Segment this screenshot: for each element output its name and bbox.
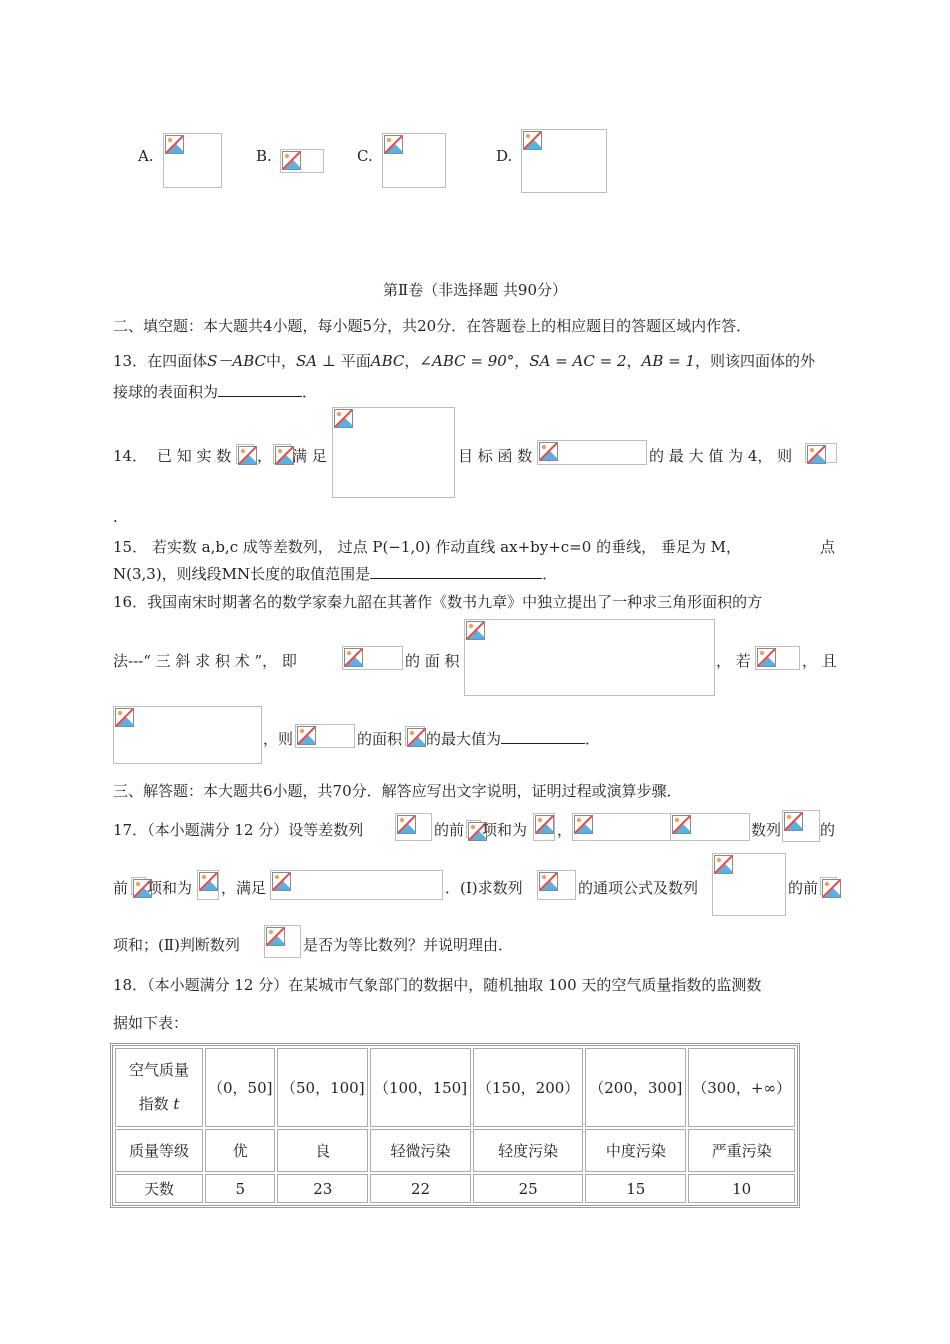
question-17-text-m: 项和；(Ⅱ)判断数列 xyxy=(113,936,240,954)
broken-image-icon xyxy=(757,648,776,667)
question-16-text-g: 的最大值为 ． xyxy=(426,730,601,748)
question-16-line1: 16．我国南宋时期著名的数学家秦九韶在其著作《数书九章》中独立提出了一种求三角形面积的方 xyxy=(113,593,763,611)
table-cell: 5 xyxy=(205,1174,275,1203)
option-b-label: B. xyxy=(256,147,272,165)
question-17-text-l: 的前 xyxy=(788,879,819,897)
question-17-text-c: 项和为 xyxy=(482,821,528,839)
formula-image xyxy=(270,870,443,900)
section-3-intro: 三、解答题：本大题共6小题，共70分．解答应写出文字说明，证明过程或演算步骤． xyxy=(113,782,682,800)
formula-image xyxy=(131,877,146,895)
question-16-text-e: ，则 xyxy=(263,730,294,748)
question-17-text-e: 数列 xyxy=(751,821,782,839)
broken-image-icon xyxy=(523,131,542,150)
broken-image-icon xyxy=(539,442,558,461)
broken-image-icon xyxy=(822,879,841,898)
question-14-text-d: 的 最 大 值 为 4， 则 xyxy=(649,447,793,465)
constraint-system-image xyxy=(332,407,455,498)
question-17-text-d: ， xyxy=(557,821,573,839)
broken-image-icon xyxy=(407,728,426,747)
broken-image-icon xyxy=(574,815,593,834)
question-14-text-c: 目 标 函 数 xyxy=(458,447,533,465)
question-17-text-b: 的前 xyxy=(434,821,465,839)
formula-image xyxy=(755,646,800,670)
question-17-text-i: ，满足 xyxy=(221,879,267,897)
question-16-text-c: ， 若 xyxy=(716,652,751,670)
broken-image-icon xyxy=(714,855,733,874)
fill-in-intro: 二、填空题：本大题共4小题，每小题5分，共20分．在答题卷上的相应题目的答题区域内作答． xyxy=(113,317,752,335)
question-13-line2: 接球的表面积为 ． xyxy=(113,383,318,401)
question-17-text-a: 17．（本小题满分 12 分）设等差数列 xyxy=(113,821,364,839)
broken-image-icon xyxy=(344,648,363,667)
table-cell: 轻微污染 xyxy=(370,1129,471,1172)
table-header-cell: 空气质量 指数 t xyxy=(115,1048,203,1127)
formula-image xyxy=(712,853,786,916)
question-16-text-d: ， 且 xyxy=(802,652,837,670)
question-16-text-b: 的 面 积 xyxy=(405,652,460,670)
table-cell: 15 xyxy=(585,1174,686,1203)
question-17-text-k: 的通项公式及数列 xyxy=(578,879,699,897)
option-a-label: A. xyxy=(138,147,154,165)
formula-image xyxy=(572,813,672,841)
table-cell: （100，150] xyxy=(370,1048,471,1127)
table-cell: 严重污染 xyxy=(688,1129,795,1172)
question-17-text-f: 的 xyxy=(820,821,836,839)
table-row xyxy=(115,1129,795,1172)
formula-image xyxy=(342,646,403,670)
broken-image-icon xyxy=(807,445,826,464)
formula-image xyxy=(670,813,750,841)
broken-image-icon xyxy=(397,815,416,834)
broken-image-icon xyxy=(238,446,257,465)
question-18-line2: 据如下表： xyxy=(113,1014,189,1032)
question-14-end: . xyxy=(113,508,118,526)
answer-blank[interactable] xyxy=(501,743,585,744)
formula-image xyxy=(197,870,219,900)
table-cell: （50，100] xyxy=(277,1048,368,1127)
broken-image-icon xyxy=(672,815,691,834)
table-cell: 23 xyxy=(277,1174,368,1203)
table-cell: 中度污染 xyxy=(585,1129,686,1172)
formula-image xyxy=(405,726,425,746)
table-cell: （300，+∞） xyxy=(688,1048,795,1127)
question-14-text-a: 已 知 实 数 xyxy=(157,447,232,465)
table-cell: 良 xyxy=(277,1129,368,1172)
formula-image xyxy=(537,870,576,900)
question-15-line1-tail: 点 xyxy=(820,538,836,556)
option-d-label: D. xyxy=(496,147,513,165)
question-14-text-b: 满 足 xyxy=(292,447,327,465)
question-14-comma: ， xyxy=(257,447,273,465)
table-header-cell: 质量等级 xyxy=(115,1129,203,1172)
option-c-image xyxy=(382,133,446,188)
formula-image xyxy=(805,443,837,463)
option-d-image xyxy=(521,129,607,193)
formula-image xyxy=(533,813,555,841)
table-header-cell: 天数 xyxy=(115,1174,203,1203)
broken-image-icon xyxy=(199,872,218,891)
formula-image xyxy=(820,877,837,895)
section-2-title: 第Ⅱ卷（非选择题 共90分） xyxy=(382,281,568,299)
formula-image xyxy=(466,820,481,838)
area-formula-image xyxy=(464,619,715,696)
formula-image xyxy=(395,813,432,841)
broken-image-icon xyxy=(115,708,134,727)
question-15-line2: N(3,3)，则线段MN长度的取值范围是 ． xyxy=(113,565,558,583)
table-cell: 优 xyxy=(205,1129,275,1172)
option-c-label: C. xyxy=(357,147,373,165)
formula-image xyxy=(236,444,254,464)
table-cell: 25 xyxy=(473,1174,583,1203)
broken-image-icon xyxy=(466,621,485,640)
table-cell: （200，300] xyxy=(585,1048,686,1127)
broken-image-icon xyxy=(334,409,353,428)
broken-image-icon xyxy=(535,815,554,834)
table-cell: （150，200） xyxy=(473,1048,583,1127)
formula-image xyxy=(295,724,355,748)
question-17-text-g: 前 xyxy=(113,879,129,897)
question-13-line1: 13．在四面体S－ABC中，SA ⊥ 平面ABC，∠ABC = 90°，SA = AC = 2，AB = 1，则该四面体的外 xyxy=(113,352,816,370)
question-17-text-j: ．(Ⅰ)求数列 xyxy=(445,879,523,897)
formula-image xyxy=(782,810,820,842)
air-quality-table xyxy=(110,1043,800,1208)
objective-function-image xyxy=(537,440,647,465)
broken-image-icon xyxy=(384,135,403,154)
table-cell: （0，50] xyxy=(205,1048,275,1127)
table-cell: 22 xyxy=(370,1174,471,1203)
question-15-line1: 15． 若实数 a,b,c 成等差数列， 过点 P(−1,0) 作动直线 ax+by+c=0 的垂线， 垂足为 M， xyxy=(113,538,741,556)
broken-image-icon xyxy=(165,135,184,154)
table-row xyxy=(115,1174,795,1203)
question-16-text-f: 的面积 xyxy=(357,730,403,748)
broken-image-icon xyxy=(784,812,803,831)
broken-image-icon xyxy=(272,872,291,891)
broken-image-icon xyxy=(282,151,301,170)
question-16-text-a: 法---“ 三 斜 求 积 术 ”， 即 xyxy=(113,652,297,670)
broken-image-icon xyxy=(297,726,316,745)
broken-image-icon xyxy=(266,927,285,946)
answer-blank[interactable] xyxy=(370,578,542,579)
table-cell: 轻度污染 xyxy=(473,1129,583,1172)
condition-formula-image xyxy=(113,706,262,764)
option-b-image xyxy=(280,149,324,173)
formula-image xyxy=(273,444,291,464)
question-17-text-n: 是否为等比数列？并说明理由． xyxy=(303,936,514,954)
table-row xyxy=(115,1048,795,1127)
formula-image xyxy=(264,925,301,958)
table-cell: 10 xyxy=(688,1174,795,1203)
question-18-line1: 18．（本小题满分 12 分）在某城市气象部门的数据中，随机抽取 100 天的空气质量指数的监测数 xyxy=(113,976,762,994)
question-17-text-h: 项和为 xyxy=(147,879,193,897)
option-a-image xyxy=(163,133,222,188)
broken-image-icon xyxy=(539,872,558,891)
answer-blank[interactable] xyxy=(218,396,302,397)
question-14-number: 14． xyxy=(113,447,148,465)
